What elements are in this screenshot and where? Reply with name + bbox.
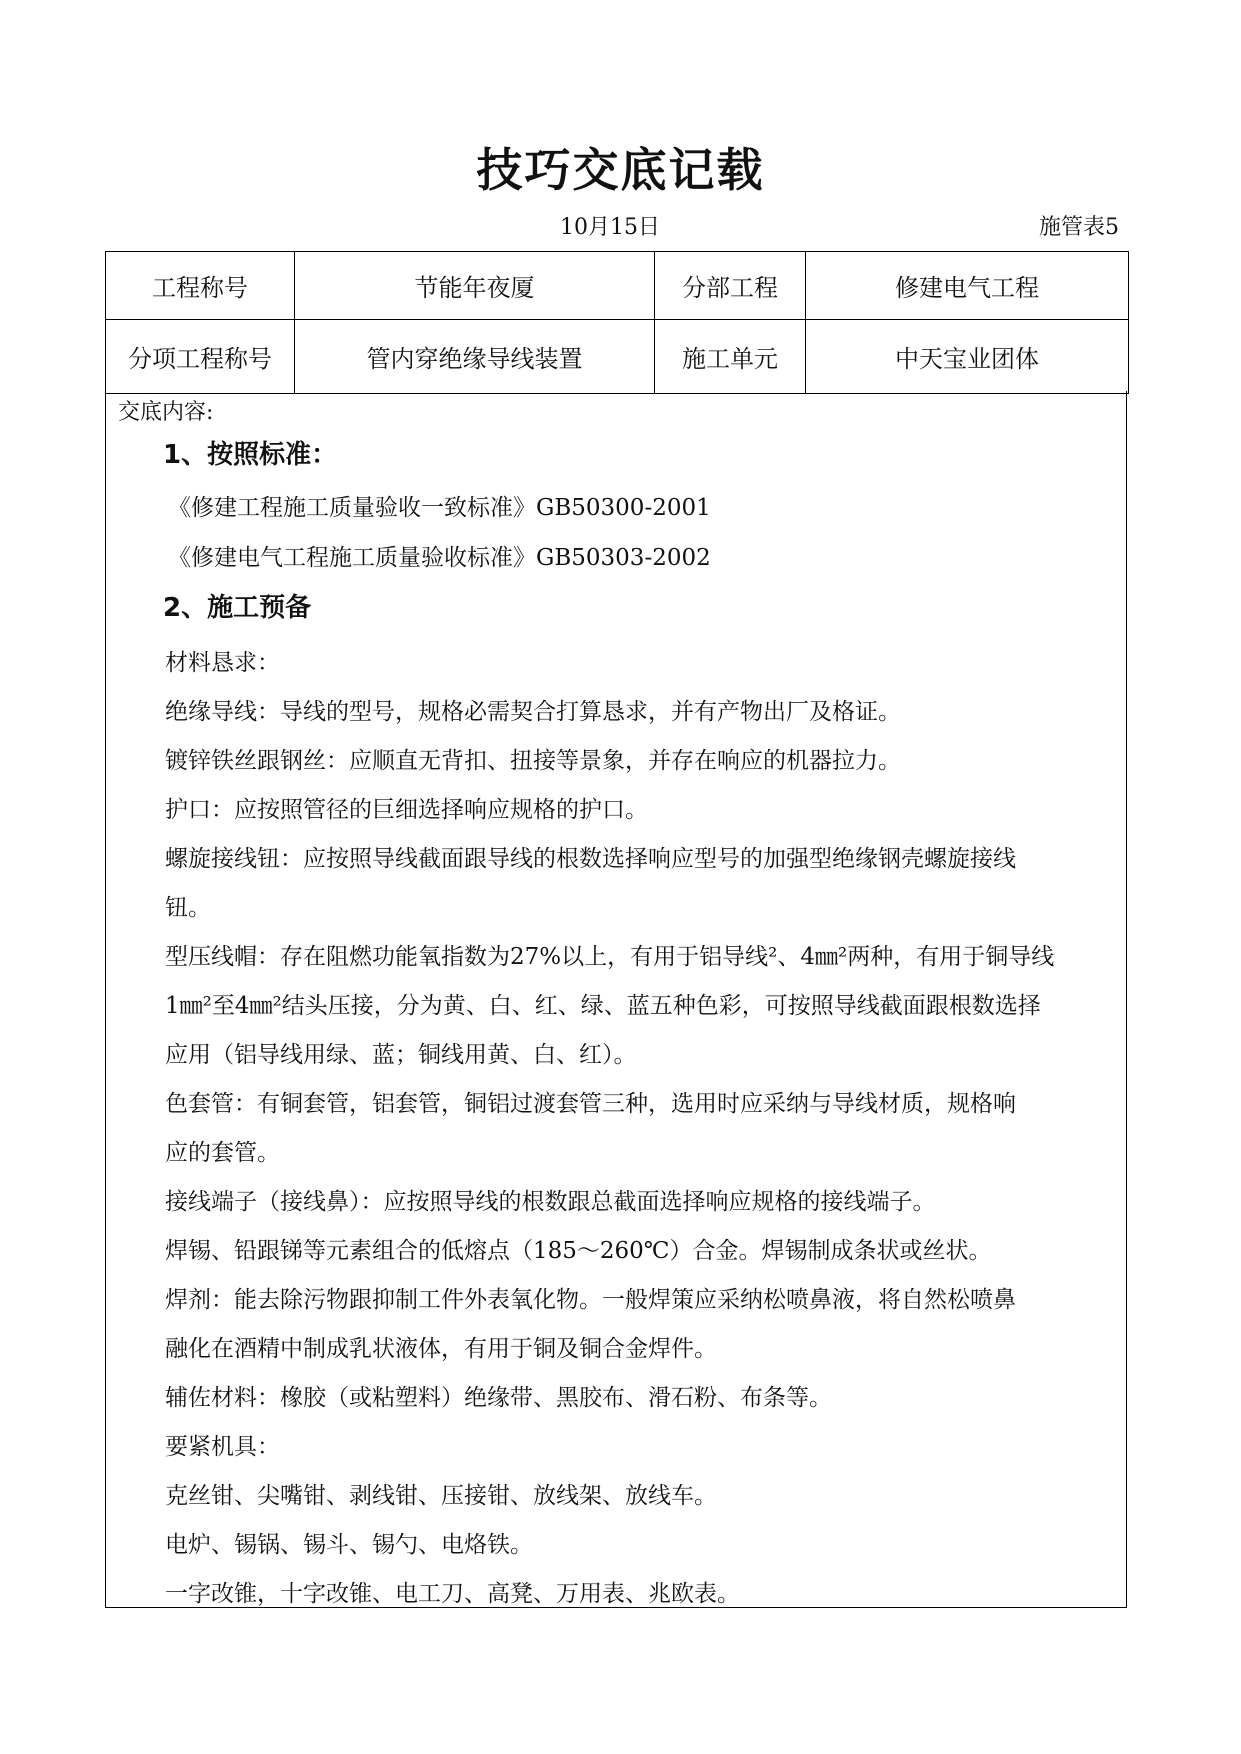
- content-line: 螺旋接线钮：应按照导线截面跟导线的根数选择响应型号的加强型绝缘钢壳螺旋接线: [165, 846, 1016, 872]
- content-line: 色套管：有铜套管，铝套管，铜铝过渡套管三种，选用时应采纳与导线材质，规格响: [165, 1091, 1016, 1117]
- content-line: 镀锌铁丝跟钢丝：应顺直无背扣、扭接等景象，并存在响应的机器拉力。: [165, 748, 901, 774]
- project-name-label: 工程称号: [106, 252, 295, 320]
- content-line: 型压线帽：存在阻燃功能氧指数为27%以上，有用于铝导线²、4㎜²两种，有用于铜导线: [165, 944, 1055, 970]
- division-label: 分部工程: [655, 252, 806, 320]
- content-label: 交底内容:: [118, 400, 214, 425]
- content-line: 电炉、锡锅、锡斗、锡勺、电烙铁。: [165, 1532, 533, 1558]
- content-line: 辅佐材料：橡胶（或粘塑料）绝缘带、黑胶布、滑石粉、布条等。: [165, 1385, 832, 1411]
- standard-line: 《修建电气工程施工质量验收标准》GB50303-2002: [168, 545, 711, 571]
- content-line: 1㎜²至4㎜²结头压接，分为黄、白、红、绿、蓝五种色彩，可按照导线截面跟根数选择: [165, 993, 1041, 1019]
- content-line: 护口：应按照管径的巨细选择响应规格的护口。: [165, 797, 648, 823]
- content-line: 应用（铝导线用绿、蓝；铜线用黄、白、红）。: [165, 1042, 637, 1068]
- info-row-project: [106, 252, 1129, 320]
- content-line: 一字改锥，十字改锥、电工刀、高凳、万用表、兆欧表。: [165, 1581, 740, 1607]
- unit-value: 中天宝业团体: [806, 320, 1129, 394]
- form-number: 施管表5: [1039, 215, 1119, 240]
- project-info-table: [105, 251, 1129, 394]
- content-line: 应的套管。: [165, 1140, 280, 1166]
- division-value: 修建电气工程: [806, 252, 1129, 320]
- subitem-value: 管内穿绝缘导线装置: [295, 320, 655, 394]
- content-line: 接线端子（接线鼻）：应按照导线的根数跟总截面选择响应规格的接线端子。: [165, 1189, 936, 1215]
- content-line: 要紧机具：: [165, 1434, 280, 1460]
- content-line: 焊剂：能去除污物跟抑制工件外表氧化物。一般焊策应采纳松喷鼻液，将自然松喷鼻: [165, 1287, 1016, 1313]
- content-line: 克丝钳、尖嘴钳、剥线钳、压接钳、放线架、放线车。: [165, 1483, 717, 1509]
- section1-heading: 1、按照标准：: [163, 440, 338, 470]
- content-line: 绝缘导线：导线的型号，规格必需契合打算恳求，并有产物出厂及格证。: [165, 699, 901, 725]
- content-line: 材料恳求：: [165, 650, 280, 676]
- content-line: 焊锡、铅跟锑等元素组合的低熔点（185～260℃）合金。焊锡制成条状或丝状。: [165, 1238, 992, 1264]
- unit-label: 施工单元: [655, 320, 806, 394]
- document-title: 技巧交底记载: [476, 143, 765, 197]
- subitem-label: 分项工程称号: [106, 320, 295, 394]
- project-name-value: 节能年夜厦: [295, 252, 655, 320]
- info-row-subitem: [106, 320, 1129, 394]
- standard-line: 《修建工程施工质量验收一致标准》GB50300-2001: [168, 495, 711, 521]
- content-line: 融化在酒精中制成乳状液体，有用于铜及铜合金焊件。: [165, 1336, 717, 1362]
- section2-heading: 2、施工预备: [163, 593, 312, 623]
- content-line: 钮。: [165, 895, 211, 921]
- document-date: 10月15日: [560, 215, 660, 240]
